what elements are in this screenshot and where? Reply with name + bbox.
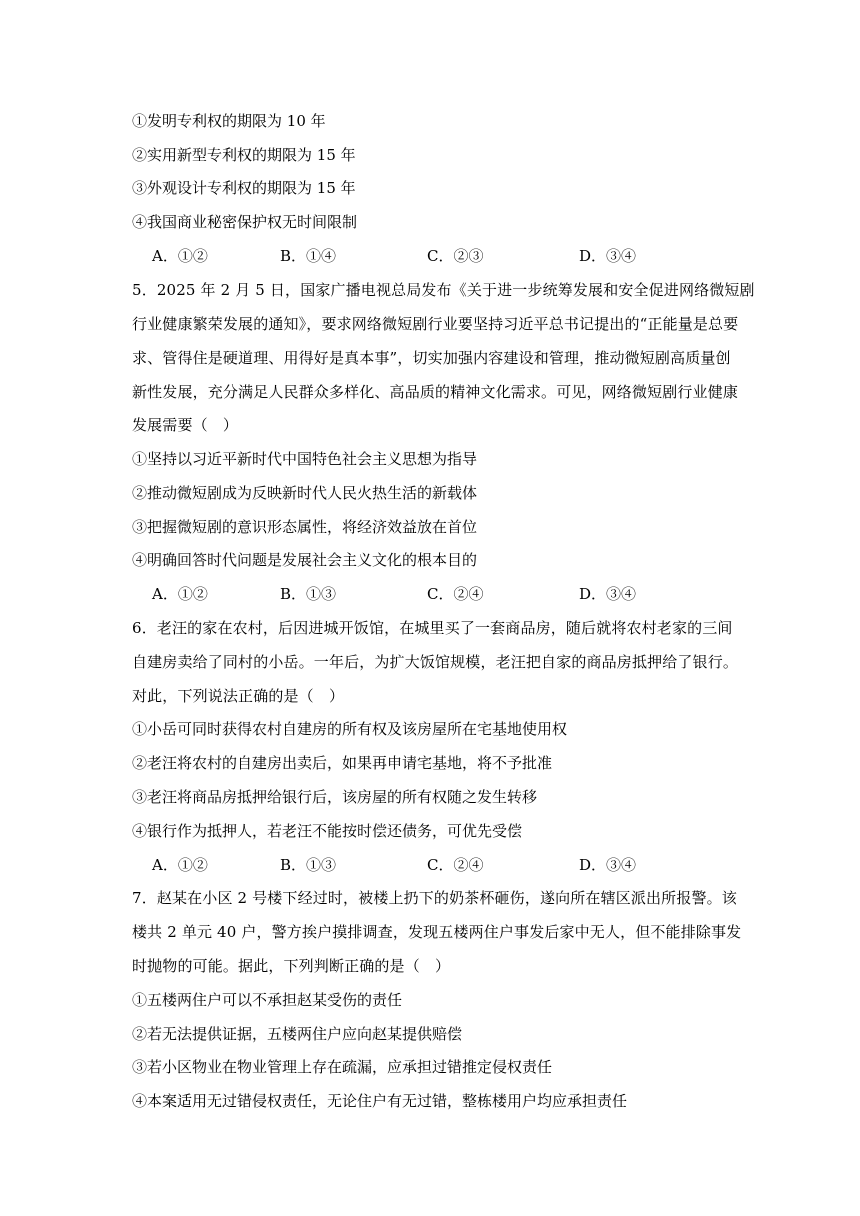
q5-stem-line-1: 5．2025 年 2 月 5 日，国家广播电视总局发布《关于进一步统筹发展和安全促进网络微短剧 xyxy=(132,281,755,299)
q7-option-4: ④本案适用无过错侵权责任，无论住户有无过错，整栋楼用户均应承担责任 xyxy=(132,1092,628,1110)
q4-option-4: ④我国商业秘密保护权无时间限制 xyxy=(132,213,358,231)
q4-answer-d[interactable]: D．③④ xyxy=(579,247,637,265)
q6-option-4: ④银行作为抵押人，若老汪不能按时偿还债务，可优先受偿 xyxy=(132,822,523,840)
q6-stem-line-1: 6．老汪的家在农村，后因进城开饭馆，在城里买了一套商品房，随后就将农村老家的三间 xyxy=(132,619,733,637)
q5-answer-a[interactable]: A．①② xyxy=(152,585,208,603)
q7-option-3: ③若小区物业在物业管理上存在疏漏，应承担过错推定侵权责任 xyxy=(132,1058,553,1076)
q5-option-4: ④明确回答时代问题是发展社会主义文化的根本目的 xyxy=(132,551,478,569)
q4-answer-b[interactable]: B．①④ xyxy=(280,247,337,265)
q5-option-1: ①坚持以习近平新时代中国特色社会主义思想为指导 xyxy=(132,450,478,468)
q4-option-1: ①发明专利权的期限为 10 年 xyxy=(132,112,326,130)
q6-option-3: ③老汪将商品房抵押给银行后，该房屋的所有权随之发生转移 xyxy=(132,788,538,806)
q6-stem-line-3: 对此，下列说法正确的是（ ） xyxy=(132,687,345,705)
q7-option-1: ①五楼两住户可以不承担赵某受伤的责任 xyxy=(132,991,403,1009)
q6-answer-row xyxy=(152,854,672,876)
q5-stem-line-3: 求、管得住是硬道理、用得好是真本事”，切实加强内容建设和管理，推动微短剧高质量创 xyxy=(132,349,731,367)
q6-stem-line-2: 自建房卖给了同村的小岳。一年后，为扩大饭馆规模，老汪把自家的商品房抵押给了银行。 xyxy=(132,653,739,671)
q6-answer-d[interactable]: D．③④ xyxy=(579,856,637,874)
q4-answer-a[interactable]: A．①② xyxy=(152,247,208,265)
q4-option-3: ③外观设计专利权的期限为 15 年 xyxy=(132,179,356,197)
q5-stem-line-4: 新性发展，充分满足人民群众多样化、高品质的精神文化需求。可见，网络微短剧行业健康 xyxy=(132,383,739,401)
q5-answer-c[interactable]: C．②④ xyxy=(427,585,484,603)
q6-option-1: ①小岳可同时获得农村自建房的所有权及该房屋所在宅基地使用权 xyxy=(132,720,568,738)
q5-option-2: ②推动微短剧成为反映新时代人民火热生活的新载体 xyxy=(132,484,478,502)
q5-option-3: ③把握微短剧的意识形态属性，将经济效益放在首位 xyxy=(132,518,478,536)
q6-answer-b[interactable]: B．①③ xyxy=(280,856,337,874)
q6-option-2: ②老汪将农村的自建房出卖后，如果再申请宅基地，将不予批准 xyxy=(132,754,553,772)
q4-answer-row xyxy=(152,245,672,267)
q5-stem-line-2: 行业健康繁荣发展的通知》，要求网络微短剧行业要坚持习近平总书记提出的“正能量是总要 xyxy=(132,315,739,333)
q5-stem-line-5: 发展需要（ ） xyxy=(132,416,239,434)
q7-option-2: ②若无法提供证据，五楼两住户应向赵某提供赔偿 xyxy=(132,1025,463,1043)
q6-answer-a[interactable]: A．①② xyxy=(152,856,208,874)
q5-answer-row xyxy=(152,583,672,605)
q4-answer-c[interactable]: C．②③ xyxy=(427,247,484,265)
q7-stem-line-3: 时抛物的可能。据此，下列判断正确的是（ ） xyxy=(132,957,451,975)
q7-stem-line-2: 楼共 2 单元 40 户，警方挨户摸排调查，发现五楼两住户事发后家中无人，但不能排除事发 xyxy=(132,923,742,941)
q6-answer-c[interactable]: C．②④ xyxy=(427,856,484,874)
q7-stem-line-1: 7．赵某在小区 2 号楼下经过时，被楼上扔下的奶茶杯砸伤，遂向所在辖区派出所报警。该 xyxy=(132,889,737,907)
q5-answer-b[interactable]: B．①③ xyxy=(280,585,337,603)
q5-answer-d[interactable]: D．③④ xyxy=(579,585,637,603)
q4-option-2: ②实用新型专利权的期限为 15 年 xyxy=(132,146,356,164)
